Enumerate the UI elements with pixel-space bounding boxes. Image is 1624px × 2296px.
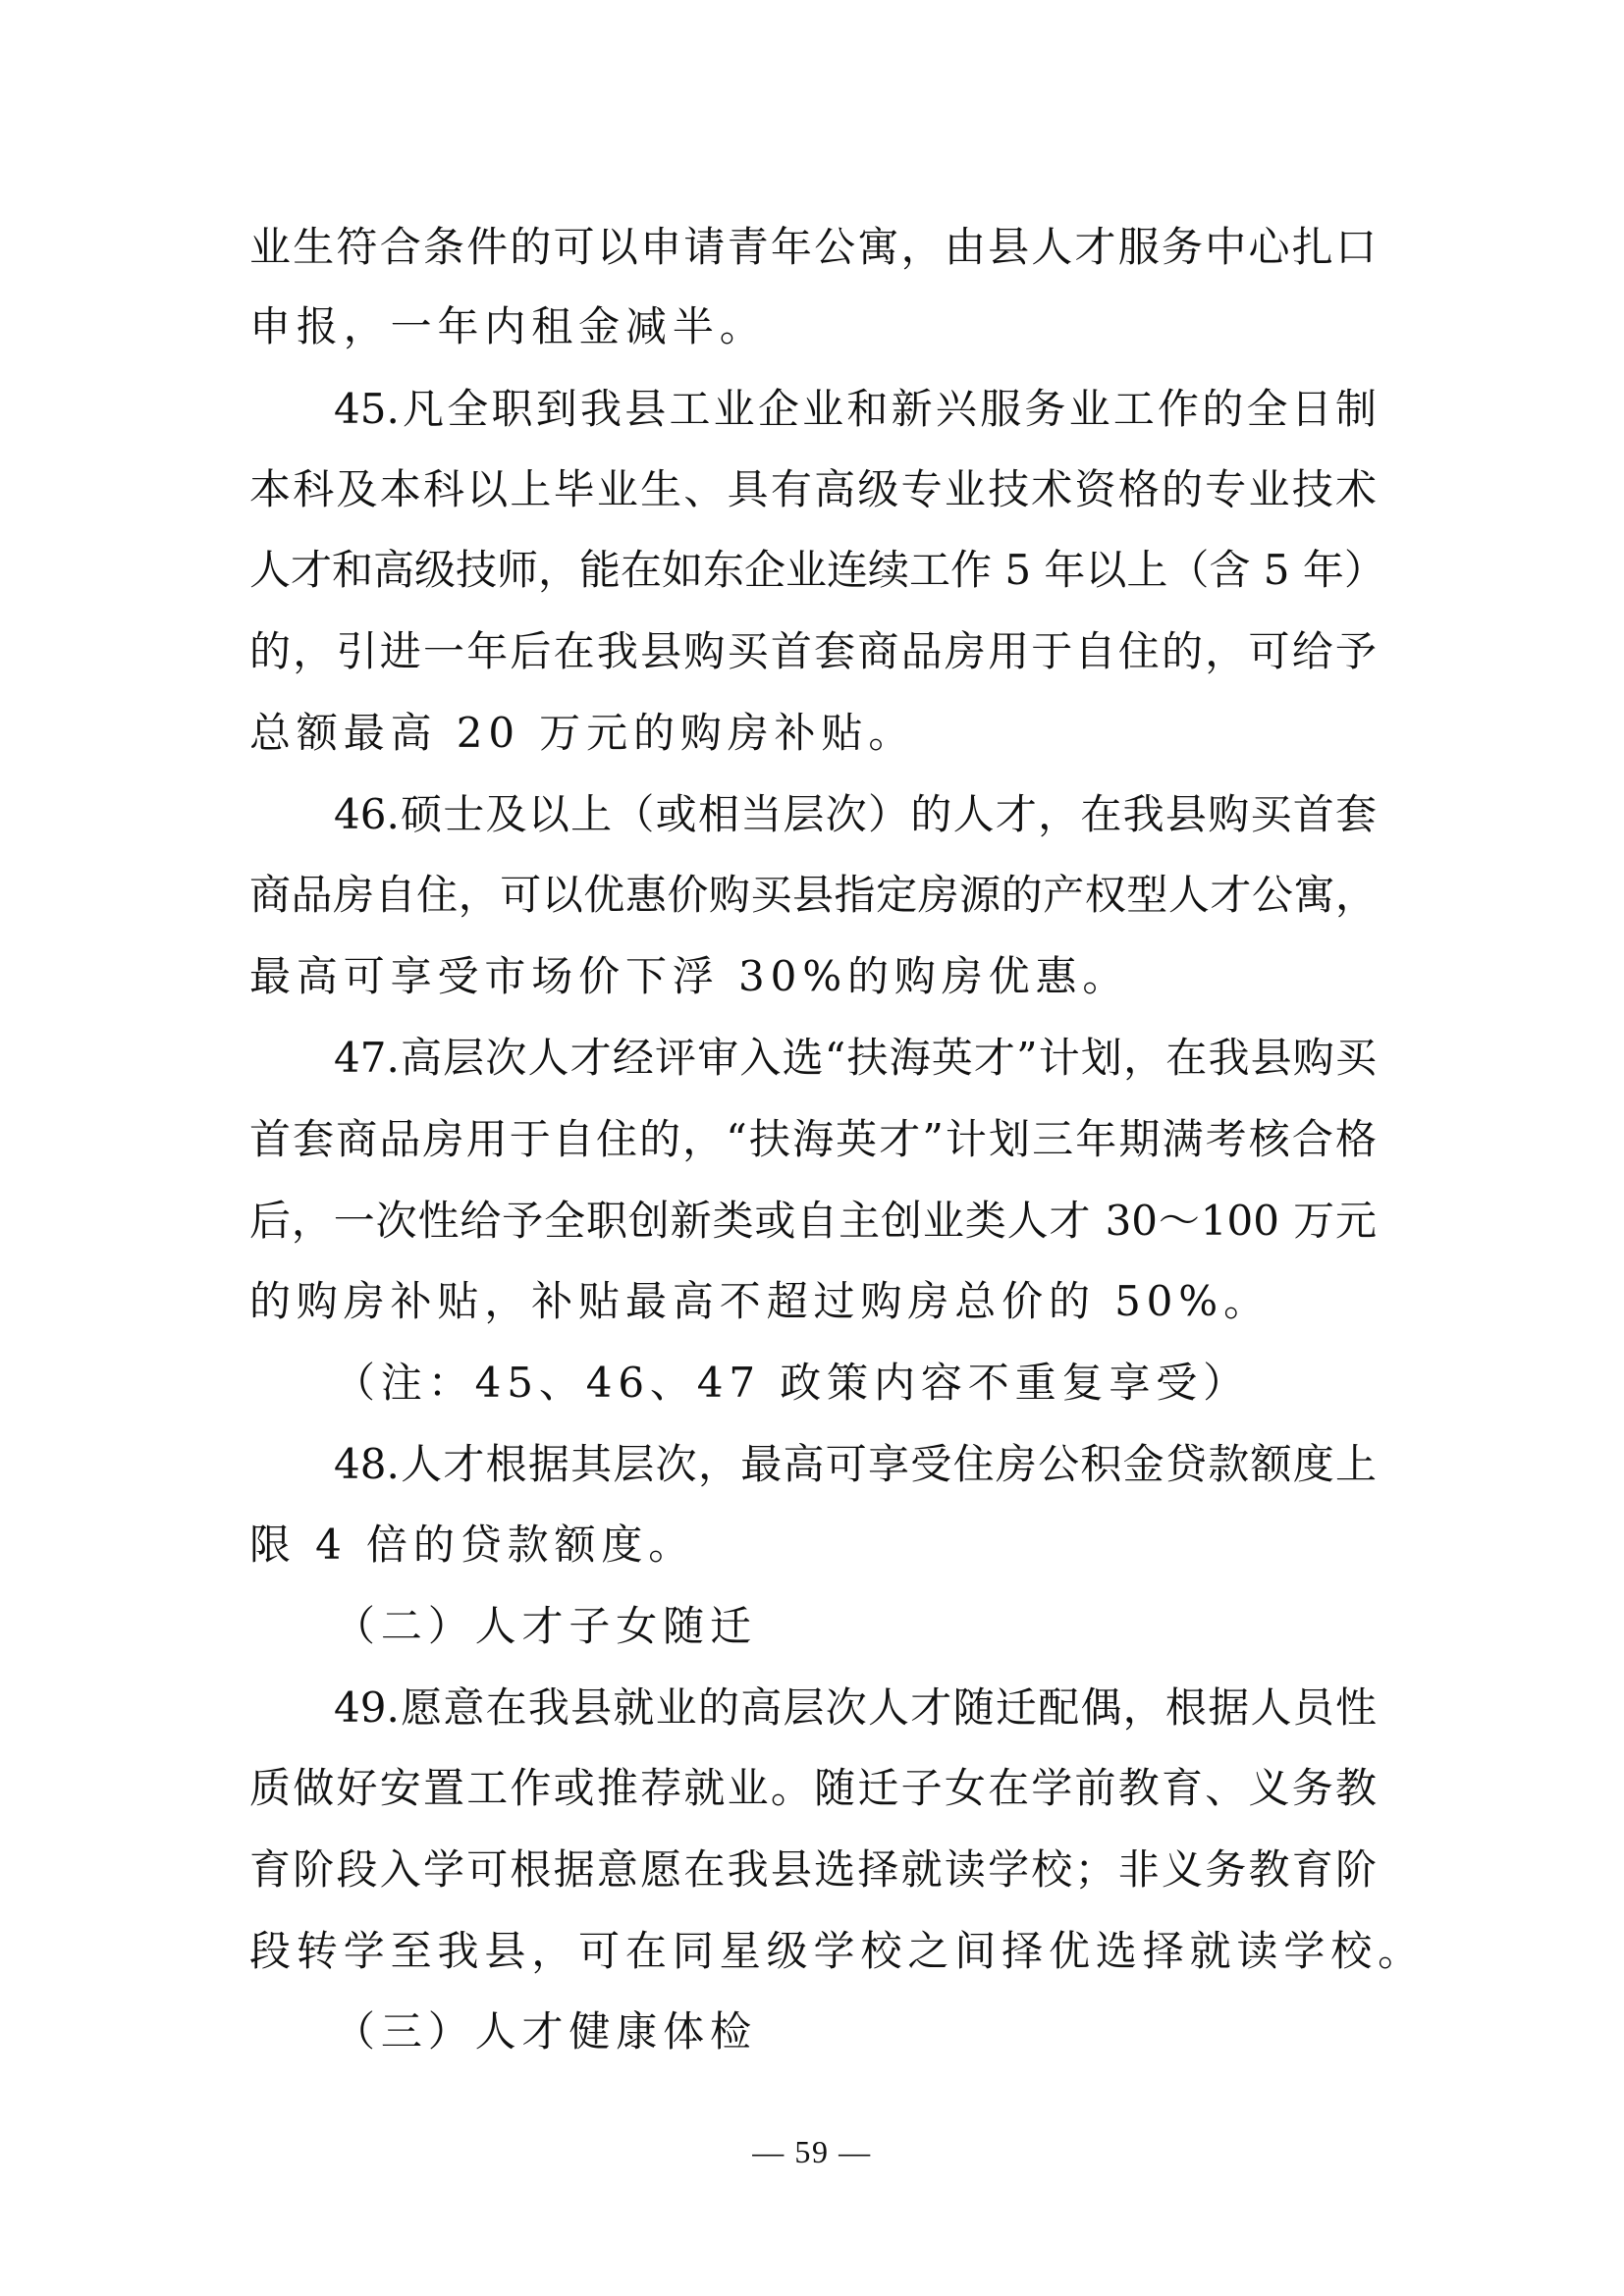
text-line: 育阶段入学可根据意愿在我县选择就读学校；非义务教育阶 <box>249 1845 1377 1894</box>
text-line: 商品房自住，可以优惠价购买县指定房源的产权型人才公寓， <box>249 871 1377 919</box>
text-line: 限 4 倍的贷款额度。 <box>249 1521 696 1569</box>
text-line: 本科及本科以上毕业生、具有高级专业技术资格的专业技术 <box>249 465 1377 513</box>
page-number: — 59 — <box>752 2134 872 2169</box>
section-heading: （二）人才子女随迁 <box>334 1602 757 1650</box>
text-line: 的，引进一年后在我县购买首套商品房用于自住的，可给予 <box>249 627 1377 675</box>
text-line: 质做好安置工作或推荐就业。随迁子女在学前教育、义务教 <box>249 1764 1377 1812</box>
text-line: 申报，一年内租金减半。 <box>249 302 767 350</box>
text-line: 后，一次性给予全职创新类或自主创业类人才 30～100 万元 <box>249 1197 1377 1245</box>
text-line-item-47: 47.高层次人才经评审入选“扶海英才”计划，在我县购买 <box>334 1034 1377 1082</box>
text-line: 业生符合条件的可以申请青年公寓，由县人才服务中心扎口 <box>249 223 1377 271</box>
text-line-item-46: 46.硕士及以上（或相当层次）的人才，在我县购买首套 <box>334 790 1377 838</box>
text-line: 总额最高 20 万元的购房补贴。 <box>249 709 916 757</box>
text-line: 人才和高级技师，能在如东企业连续工作 5 年以上（含 5 年） <box>249 546 1385 594</box>
text-line: 段转学至我县，可在同星级学校之间择优选择就读学校。 <box>249 1927 1426 1975</box>
text-line-item-48: 48.人才根据其层次，最高可享受住房公积金贷款额度上 <box>334 1440 1377 1488</box>
text-line: 最高可享受市场价下浮 30%的购房优惠。 <box>249 952 1130 1000</box>
text-line: 首套商品房用于自住的，“扶海英才”计划三年期满考核合格 <box>249 1115 1377 1163</box>
text-line-item-45: 45.凡全职到我县工业企业和新兴服务业工作的全日制 <box>334 385 1377 433</box>
text-line: 的购房补贴，补贴最高不超过购房总价的 50%。 <box>249 1277 1271 1325</box>
note-line: （注：45、46、47 政策内容不重复享受） <box>334 1359 1251 1407</box>
text-line-item-49: 49.愿意在我县就业的高层次人才随迁配偶，根据人员性 <box>334 1683 1377 1732</box>
section-heading: （三）人才健康体检 <box>334 2007 757 2056</box>
